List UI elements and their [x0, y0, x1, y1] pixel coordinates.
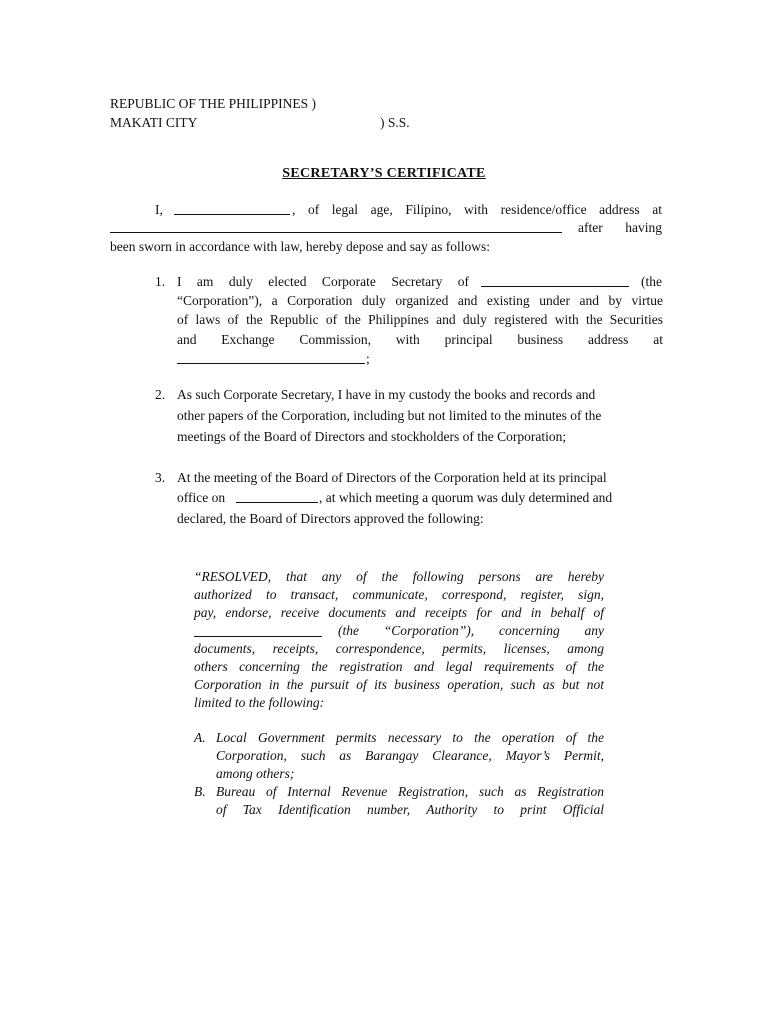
authorized-person-blank: [194, 624, 322, 637]
sub-item-a-line-2: Corporation, such as Barangay Clearance, Mayor’s Permit,: [216, 748, 604, 763]
item-2-line-3: meetings of the Board of Directors and stockholders of the Corporation;: [177, 429, 567, 444]
item-3-line-2-end: , at which meeting a quorum was duly determined and: [319, 490, 613, 505]
resolution-line-5: documents, receipts, correspondence, permits, licenses, among: [194, 641, 604, 656]
item-3-line-3: declared, the Board of Directors approved the following:: [177, 511, 484, 526]
item-2-line-2: other papers of the Corporation, including but not limited to the minutes of the: [177, 408, 602, 423]
sub-item-b: [194, 783, 604, 819]
item-1-line-5-end: ;: [366, 351, 370, 366]
name-blank: [174, 202, 290, 215]
sub-item-a-line-1: Local Government permits necessary to the operation of the: [216, 730, 604, 745]
item-2-line-1: As such Corporate Secretary, I have in my custody the books and records and: [177, 387, 596, 402]
ss-label: ) S.S.: [380, 115, 410, 130]
intro-pronoun: I,: [155, 202, 163, 217]
document-title: SECRETARY’S CERTIFICATE: [282, 166, 486, 181]
intro-line-1-start: [155, 202, 163, 218]
business-address-blank: [177, 351, 365, 364]
resolution-line-1: “RESOLVED, that any of the following persons are hereby: [194, 569, 604, 584]
meeting-date-blank: [236, 490, 318, 503]
address-blank: [110, 220, 562, 233]
intro-line-2-end: after having: [578, 220, 662, 235]
item-3-line-2-start: office on: [177, 490, 226, 505]
item-1-line-1-end: (the: [641, 274, 662, 289]
intro-line-1-end: , of legal age, Filipino, with residence/office address at: [292, 202, 662, 217]
item-1-number: 1.: [155, 274, 166, 289]
item-3-number: 3.: [155, 470, 166, 485]
resolution-line-3: pay, endorse, receive documents and receipts for and in behalf of: [194, 605, 604, 620]
item-1-line-1-start: I am duly elected Corporate Secretary of: [177, 274, 469, 289]
sub-item-a-line-3: among others;: [216, 766, 295, 781]
item-2-number: 2.: [155, 387, 166, 402]
resolution-line-8: limited to the following:: [194, 695, 325, 710]
city-label: MAKATI CITY: [110, 115, 198, 130]
item-1-line-2: “Corporation”), a Corporation duly organized and existing under and by virtue: [177, 293, 663, 308]
item-3-line-1: At the meeting of the Board of Directors of the Corporation held at its principal: [177, 470, 607, 485]
sub-item-b-line-2: of Tax Identification number, Authority to print Official: [216, 802, 604, 817]
sub-item-b-line-1: Bureau of Internal Revenue Registration, such as Registration: [216, 784, 604, 799]
resolution-line-2: authorized to transact, communicate, correspond, register, sign,: [194, 587, 604, 602]
sub-item-a-letter: A.: [194, 730, 206, 745]
resolution-line-6: others concerning the registration and legal requirements of the: [194, 659, 604, 674]
resolution-line-4: [194, 622, 604, 640]
corporation-name-blank: [481, 274, 629, 287]
resolution-block: [194, 568, 604, 712]
resolution-line-4-text: (the “Corporation”), concerning any: [338, 623, 604, 638]
sub-item-a: [194, 729, 604, 783]
intro-line-3: been sworn in accordance with law, hereby depose and say as follows:: [110, 239, 490, 254]
republic-label: REPUBLIC OF THE PHILIPPINES ): [110, 96, 317, 111]
item-1-line-4: and Exchange Commission, with principal business address at: [177, 332, 663, 347]
item-1-line-3: of laws of the Republic of the Philippines and duly registered with the Securities: [177, 312, 663, 327]
resolution-line-7: Corporation in the pursuit of its business operation, such as but not: [194, 677, 604, 692]
sub-item-b-letter: B.: [194, 784, 206, 799]
